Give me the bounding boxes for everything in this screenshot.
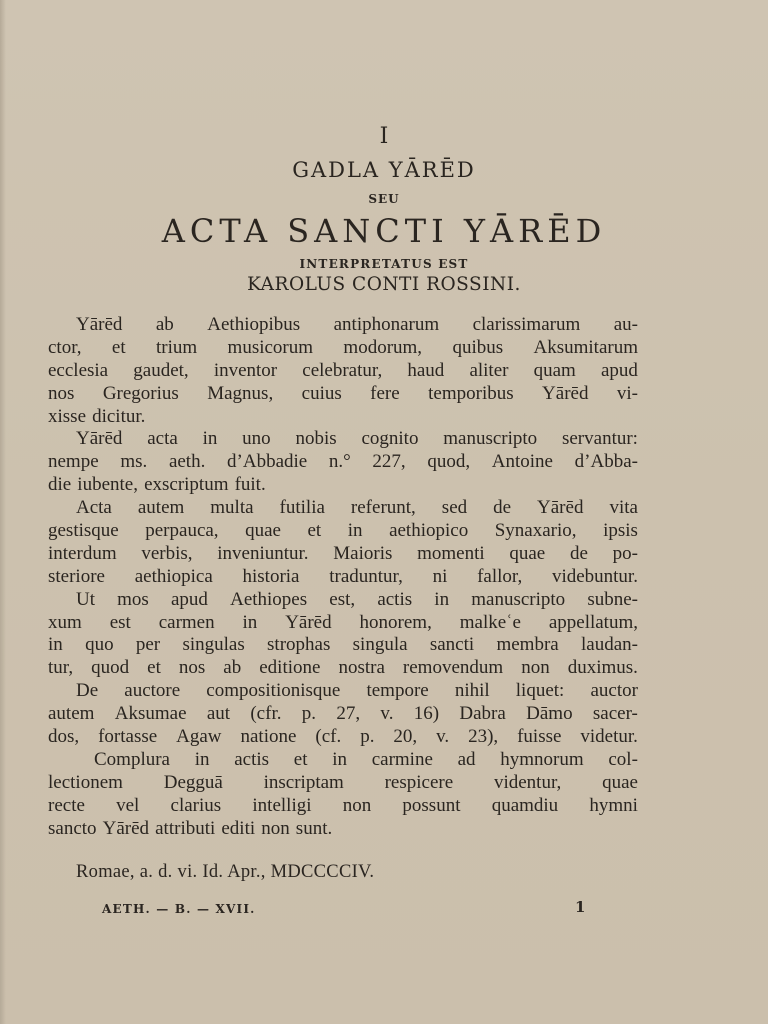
text-line: ecclesia gaudet, inventor celebratur, haud aliter quam apud (48, 359, 638, 381)
text-line: die iubente, exscriptum fuit. (48, 474, 266, 496)
title-gadla-yared: GADLA YĀRĒD (292, 158, 476, 182)
text-line: gestisque perpauca, quae et in aethiopico Synaxario, ipsis (48, 520, 638, 542)
text-line: lectionem Degguā inscriptam respicere videntur, quae (48, 771, 638, 793)
text-line: De auctore compositionisque tempore nihil liquet: auctor (76, 680, 638, 702)
text-line: tur, quod et nos ab editione nostra removendum non duximus. (48, 657, 638, 679)
section-number: I (379, 124, 389, 149)
signature-mark: AETH. — B. — XVII. (102, 902, 256, 916)
text-line: recte vel clarius intelligi non possunt quamdiu hymni (48, 794, 638, 816)
text-line: xisse dicitur. (48, 405, 146, 427)
text-line: steriore aethiopica historia traduntur, ni fallor, videbuntur. (48, 565, 638, 587)
text-line: dos, fortasse Agaw natione (cf. p. 20, v. 23), fuisse videtur. (48, 726, 638, 748)
text-line: nos Gregorius Magnus, cuius fere temporibus Yārēd vi- (48, 382, 638, 404)
text-line: ctor, et trium musicorum modorum, quibus Aksumitarum (48, 336, 638, 358)
dateline: Romae, a. d. vi. Id. Apr., MDCCCCIV. (76, 862, 375, 882)
text-line: nempe ms. aeth. d’Abbadie n.° 227, quod, Antoine d’Abba- (48, 451, 638, 473)
title-acta-sancti-yared: ACTA SANCTI YĀRĒD (161, 212, 607, 250)
text-line: Ut mos apud Aethiopes est, actis in manuscripto subne- (76, 588, 638, 610)
text-line: Yārēd acta in uno nobis cognito manuscripto servantur: (76, 428, 638, 450)
text-line: sancto Yārēd attributi editi non sunt. (48, 817, 333, 839)
title-conjunction: SEU (368, 192, 400, 206)
text-line: autem Aksumae aut (cfr. p. 27, v. 16) Dabra Dāmo sacer- (48, 703, 638, 725)
author-name: KAROLUS CONTI ROSSINI. (247, 274, 521, 295)
text-line: interdum verbis, inveniuntur. Maioris momenti quae de po- (48, 542, 638, 564)
interpretation-note: INTERPRETATUS EST (299, 257, 469, 271)
text-line: in quo per singulas strophas singula sancti membra laudan- (48, 634, 638, 656)
text-line: xum est carmen in Yārēd honorem, malkeʿe appellatum, (48, 611, 638, 633)
text-line: Acta autem multa futilia referunt, sed de Yārēd vita (76, 497, 638, 519)
sheet-number: 1 (575, 898, 586, 916)
introduction-text (48, 314, 638, 840)
text-line: Yārēd ab Aethiopibus antiphonarum clarissimarum au- (76, 314, 638, 335)
text-line: Complura in actis et in carmine ad hymnorum col- (94, 748, 638, 770)
